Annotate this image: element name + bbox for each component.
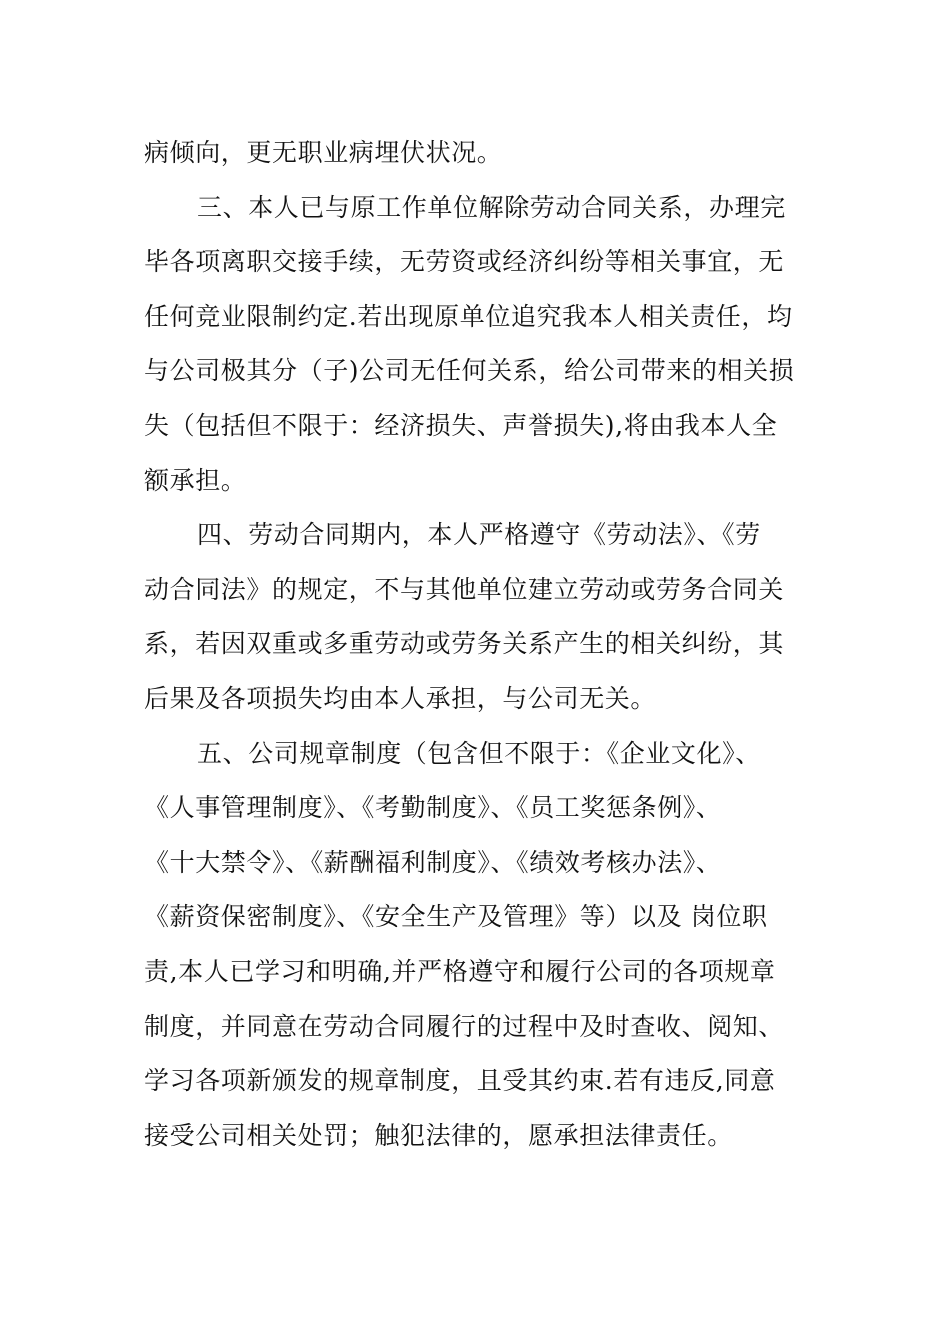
text-line: 制度，并同意在劳动合同履行的过程中及时查收、阅知、 — [144, 1011, 785, 1041]
paragraph-three-start: 三、本人已与原工作单位解除劳动合同关系，办理完 — [197, 192, 786, 222]
text-line: 与公司极其分（子)公司无任何关系，给公司带来的相关损 — [144, 356, 795, 386]
text-line: 《十大禁令》、《薪酬福利制度》、《绩效考核办法》、 — [144, 847, 722, 877]
text-line: 《薪资保密制度》、《安全生产及管理》等）以及 岗位职 — [144, 902, 768, 932]
text-line: 学习各项新颁发的规章制度，且受其约束.若有违反,同意 — [144, 1066, 776, 1096]
text-line: 失（包括但不限于：经济损失、声誉损失),将由我本人全 — [144, 410, 778, 440]
text-line: 责,本人已学习和明确,并严格遵守和履行公司的各项规章 — [144, 956, 776, 986]
document-body — [144, 126, 814, 1163]
text-line: 毕各项离职交接手续，无劳资或经济纠纷等相关事宜，无 — [144, 247, 785, 277]
paragraph-five-start: 五、公司规章制度（包含但不限于：《企业文化》、 — [197, 738, 761, 768]
text-line: 《人事管理制度》、《考勤制度》、《员工奖惩条例》、 — [144, 793, 722, 823]
text-line: 接受公司相关处罚；触犯法律的，愿承担法律责任。 — [144, 1120, 733, 1150]
text-line: 系，若因双重或多重劳动或劳务关系产生的相关纠纷，其 — [144, 629, 785, 659]
text-line: 动合同法》的规定，不与其他单位建立劳动或劳务合同关 — [144, 574, 785, 604]
text-line: 任何竞业限制约定.若出现原单位追究我本人相关责任，均 — [144, 301, 793, 331]
paragraph-four-start: 四、劳动合同期内，本人严格遵守《劳动法》、《劳 — [197, 520, 761, 550]
text-line: 额承担。 — [144, 465, 247, 495]
text-line: 后果及各项损失均由本人承担，与公司无关。 — [144, 683, 657, 713]
text-line: 病倾向，更无职业病埋伏状况。 — [144, 138, 503, 167]
